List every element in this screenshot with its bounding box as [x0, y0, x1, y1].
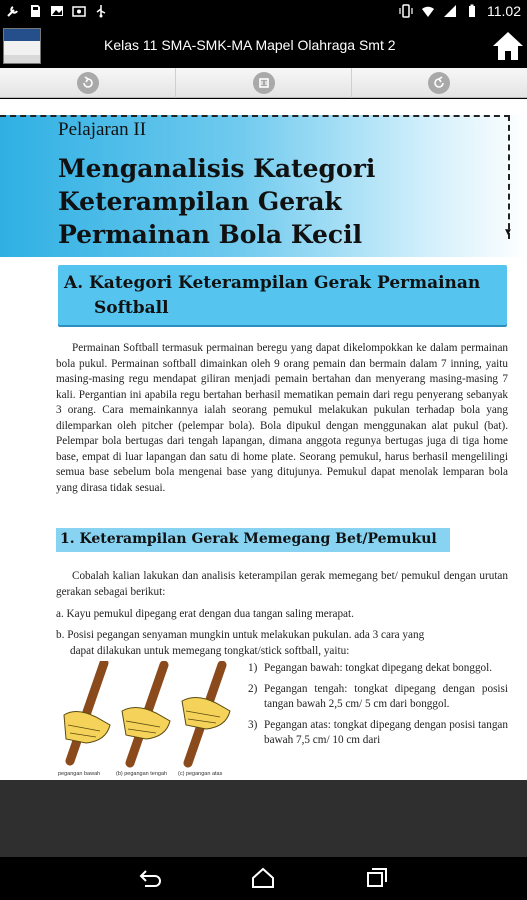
home-icon[interactable]	[491, 30, 525, 62]
chapter-label: Pelajaran II	[58, 119, 147, 140]
list-number: 2)	[248, 682, 258, 695]
bottom-panel	[0, 780, 527, 857]
app-title: Kelas 11 SMA-SMK-MA Mapel Olahraga Smt 2	[104, 37, 396, 53]
pages-circle-icon[interactable]	[253, 72, 275, 94]
section-heading-line1: A. Kategori Keterampilan Gerak Permainan	[64, 273, 481, 293]
list-item	[248, 718, 508, 749]
image-icon	[50, 4, 64, 18]
list-text: Pegangan bawah: tongkat dipegang dekat bonggol.	[264, 662, 493, 674]
wrench-icon	[6, 4, 20, 18]
wifi-icon	[421, 4, 435, 18]
recent-apps-icon[interactable]	[363, 867, 389, 889]
app-logo-icon	[3, 28, 41, 64]
back-circle-icon[interactable]	[77, 72, 99, 94]
grip-caption: (c) pegangan atas	[178, 771, 223, 777]
nav-divider	[351, 68, 352, 98]
page-nav-bar	[0, 68, 527, 98]
app-bar	[0, 24, 527, 68]
grip-figure-bottom	[64, 663, 110, 761]
grip-type-list	[248, 661, 508, 754]
signal-icon	[443, 4, 457, 18]
section-heading-band	[58, 265, 507, 325]
arrow-down-icon: ▼	[503, 227, 513, 238]
sd-card-icon	[28, 4, 42, 18]
paragraph: Permainan Softball termasuk permainan beregu yang dapat dikelompokkan ke dalam permainan bola pukul. Permainan softball dimainkan oleh 9 orang pemain dan bermain dalam 7 inning, yaitu masing-masing regu mendapat giliran menjadi pemain bertahan dan menyerang masing-masing 7 kali. Pergantian ini apabila regu bertahan berhasil mematikan pemain dari regu penyerang sebanyak 3 orang. Cara memainkannya ialah seorang pemukul melakukan pukulan terhadap bola yang dilemparkan oleh pitcher (pelempar bola). Bola dipukul dengan menggunakan alat pukul (bat). Pelempar bola bertugas dari tengah lapangan, dimana anggota regunya bertugas juga di tiga home base, empat di luar lapangan dan satu di home plate. Seorang pemukul, harus berhasil mengelilingi semua base sebelum bola mengenai base yang ditujunya. Pemukul dapat menolak lemparan bola yang dirasa tidak sesuai.	[56, 342, 508, 494]
list-item	[248, 661, 508, 677]
list-text: Pegangan atas: tongkat dipegang dengan posisi tangan bawah 7,5 cm/ 10 cm dari	[264, 718, 508, 746]
grip-caption: (b) pegangan tengah	[116, 771, 168, 777]
list-item	[248, 682, 508, 713]
system-nav-bar	[0, 857, 527, 900]
list-item	[56, 628, 508, 659]
back-icon[interactable]	[137, 867, 163, 889]
paragraph: Cobalah kalian lakukan dan analisis keterampilan gerak memegang bet/ pemukul dengan urutan gerakan sebagai berikut:	[56, 570, 508, 598]
section-heading-line2: Softball	[94, 298, 169, 318]
status-time: 11.02	[487, 3, 521, 19]
home-icon[interactable]	[250, 867, 276, 889]
subsection-heading: 1. Keterampilan Gerak Memegang Bet/Pemukul	[60, 531, 437, 547]
list-text: Pegangan tengah: tongkat dipegang dengan posisi tangan bawah 2,5 cm/ 5 cm dari bonggol.	[264, 682, 508, 710]
photo-icon	[72, 4, 86, 18]
list-item-line2: dapat dilakukan untuk memegang tongkat/stick softball, yaitu:	[70, 644, 350, 657]
nav-divider	[175, 68, 176, 98]
system-status	[399, 3, 521, 19]
book-page[interactable]	[0, 99, 527, 780]
bat-grip-illustration	[56, 661, 240, 780]
list-number: 1)	[248, 662, 258, 674]
status-bar	[0, 0, 527, 24]
grip-caption: pegangan bawah	[58, 771, 101, 777]
bat-grip-figures	[56, 661, 240, 771]
refresh-circle-icon[interactable]	[428, 72, 450, 94]
subsection-heading-band	[56, 528, 450, 552]
usb-icon	[94, 4, 108, 18]
notification-icons	[6, 4, 108, 18]
vibrate-icon	[399, 4, 413, 18]
list-item-line1: b. Posisi pegangan senyaman mungkin untuk melakukan pukulan. ada 3 cara yang	[56, 629, 425, 641]
list-number: 3)	[248, 718, 258, 731]
grip-figure-top	[182, 665, 230, 763]
grip-figure-middle	[122, 665, 170, 763]
battery-icon	[465, 4, 479, 18]
section-heading	[64, 271, 504, 321]
list-item: a. Kayu pemukul dipegang erat dengan dua tangan saling merapat.	[56, 608, 354, 620]
chapter-title: Menganalisis Kategori Keterampilan Gerak Permainan Bola Kecil	[58, 154, 376, 249]
